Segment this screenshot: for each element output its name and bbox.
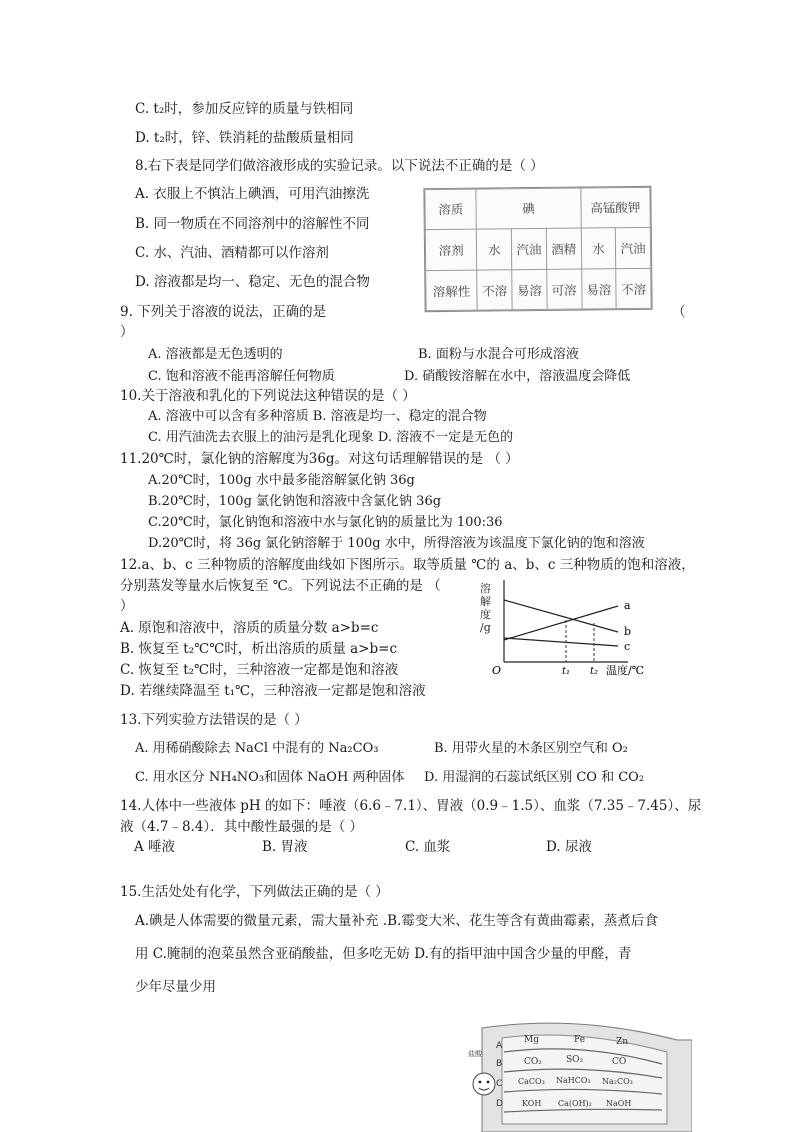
question-14: 14.人体中一些液体 pH 的如下：唾液（6.6﹣7.1）、胃液（0.9﹣1.5）、血浆（7.35﹣7.45）、尿 [120, 798, 702, 814]
q11-option-c: C.20℃时，氯化钠饱和溶液中水与氯化钠的质量比为 100:36 [148, 515, 503, 530]
q9-option-d: D. 硝酸铵溶解在水中，溶液温度会降低 [404, 369, 631, 384]
q8-option-d: D. 溶液都是均一、稳定、无色的混合物 [135, 274, 370, 290]
q14-option-c: C. 血浆 [405, 839, 451, 855]
chart-ylabel-4: /g [480, 621, 491, 634]
q8-option-a: A. 衣服上不慎沾上碘酒，可用汽油擦洗 [135, 186, 370, 202]
q13-option-a: A. 用稀硝酸除去 NaCl 中混有的 Na₂CO₃ [135, 741, 379, 756]
question-13: 13.下列实验方法错误的是（ ） [120, 712, 308, 728]
q15-line-1: A.碘是人体需要的微量元素，需大量补充 .B.霉变大米、花生等含有黄曲霉素，蒸煮后食 [135, 913, 658, 929]
pipe-item: Mg [524, 1035, 539, 1045]
pipe-reaction-diagram [462, 1022, 692, 1132]
q10-options-cd: C. 用汽油洗去衣服上的油污是乳化现象 D. 溶液不一定是无色的 [148, 430, 514, 445]
table-header-solute: 溶质 [425, 189, 477, 229]
q9-paren-close: ） [120, 324, 134, 340]
q8-option-b: B. 同一物质在不同溶剂中的溶解性不同 [135, 216, 370, 232]
q12-option-b: B. 恢复至 t₂℃℃时，析出溶质的质量 a>b=c [120, 641, 398, 657]
q12-option-a: A. 原饱和溶液中，溶质的质量分数 a>b=c [120, 620, 379, 636]
pipe-item: Fe [574, 1035, 586, 1045]
option-c-line: C. t₂时，参加反应锌的质量与铁相同 [135, 101, 354, 117]
series-line-a [504, 606, 618, 640]
pipe-item: KOH [522, 1099, 542, 1108]
chart-origin: O [492, 664, 502, 677]
table-solvent-label: 溶剂 [425, 229, 477, 271]
q15-line-3: 少年尽量少用 [135, 979, 216, 995]
question-9: 9. 下列关于溶液的说法，正确的是 [120, 304, 327, 320]
q15-line-2: 用 C.腌制的泡菜虽然含亚硝酸盐，但多吃无妨 D.有的指甲油中国含少量的甲醛，青 [135, 946, 632, 962]
pipe-item: Ca(OH)₂ [558, 1099, 592, 1108]
chart-ylabel-1: 溶 [480, 582, 491, 595]
pipe-row-label-d: D [496, 1099, 503, 1109]
q13-option-c: C. 用水区分 NH₄NO₃和固体 NaOH 两种固体 [135, 770, 405, 785]
q11-option-d: D.20℃时，将 36g 氯化钠溶解于 100g 水中，所得溶液为该温度下氯化钠的饱和溶液 [148, 536, 645, 551]
q9-paren-open: （ [672, 304, 686, 320]
question-15: 15.生活处处有化学，下列做法正确的是（ ） [120, 884, 389, 900]
q13-option-d: D. 用湿润的石蕊试纸区别 CO 和 CO₂ [424, 770, 645, 785]
chart-xlabel: 温度/℃ [606, 664, 645, 677]
pipe-side-label: 盐酸 [468, 1050, 482, 1058]
option-d-line: D. t₂时，锌、铁消耗的盐酸质量相同 [135, 130, 354, 146]
question-8: 8.右下表是同学们做溶液形成的实验记录。以下说法不正确的是（ ） [135, 158, 544, 174]
question-14-cont: 液（4.7﹣8.4）．其中酸性最强的是（ ） [120, 819, 363, 835]
q11-option-b: B.20℃时，100g 氯化钠饱和溶液中含氯化钠 36g [148, 494, 442, 509]
q12-option-d: D. 若继续降温至 t₁℃，三种溶液一定都是饱和溶液 [120, 683, 426, 699]
q8-option-c: C. 水、汽油、酒精都可以作溶剂 [135, 245, 329, 261]
question-12-cont: 分别蒸发等量水后恢复至 ℃。下列说法不正确的是 （ [120, 578, 441, 594]
table-header-iodine: 碘 [476, 188, 581, 229]
question-11: 11.20℃时，氯化钠的溶解度为36g。对这句话理解错误的是 （ ） [120, 451, 519, 467]
pipe-row-label-c: C [496, 1079, 503, 1089]
table-cell: 易溶 [512, 269, 547, 309]
pipe-item: Na₂CO₃ [602, 1077, 633, 1086]
q13-option-b: B. 用带火星的木条区别空气和 O₂ [434, 741, 628, 756]
table-cell: 水 [581, 228, 616, 269]
series-label-a: a [624, 599, 631, 612]
pipe-item: CaCO₃ [518, 1077, 545, 1086]
table-header-kmno4: 高锰酸钾 [580, 187, 650, 228]
pipe-row-label-b: B [496, 1059, 503, 1069]
table-cell: 可溶 [547, 269, 582, 309]
series-label-c: c [624, 640, 631, 653]
q11-option-a: A.20℃时，100g 水中最多能溶解氯化钠 36g [148, 473, 415, 488]
pipe-row-label-a: A [496, 1041, 503, 1051]
q9-option-c: C. 饱和溶液不能再溶解任何物质 [148, 369, 335, 384]
pipe-item: CO₂ [524, 1057, 542, 1067]
table-cell: 水 [477, 229, 512, 270]
pipe-item: NaHCO₃ [556, 1076, 591, 1085]
q9-option-b: B. 面粉与水混合可形成溶液 [418, 347, 579, 362]
q9-option-a: A. 溶液都是无色透明的 [148, 347, 283, 362]
pipe-item: SO₂ [566, 1055, 584, 1065]
q14-option-b: B. 胃液 [262, 839, 308, 855]
q10-options-ab: A. 溶液中可以含有多种溶质 B. 溶液是均一、稳定的混合物 [148, 409, 487, 424]
question-10: 10.关于溶液和乳化的下列说法这种错误的是（ ） [120, 388, 416, 404]
table-cell: 不溶 [477, 270, 512, 310]
solubility-curve-chart [478, 578, 664, 682]
table-cell: 汽油 [616, 227, 651, 268]
question-12: 12.a、b、c 三种物质的溶解度曲线如下图所示。取等质量 ℃的 a、b、c 三种物质的饱和溶液， [120, 557, 695, 573]
series-line-b [504, 600, 618, 632]
table-cell: 酒精 [546, 228, 581, 269]
pipe-item: NaOH [606, 1099, 632, 1108]
cartoon-face-icon [473, 1073, 495, 1095]
q12-option-c: C. 恢复至 t₂℃时，三种溶液一定都是饱和溶液 [120, 662, 399, 678]
series-line-c [504, 638, 618, 646]
table-cell: 易溶 [581, 269, 616, 309]
chart-tick-t2: t₂ [590, 666, 599, 677]
chart-tick-t1: t₁ [562, 666, 571, 677]
q12-paren-close: ） [120, 598, 134, 614]
table-cell: 不溶 [616, 268, 651, 308]
pipe-item: CO [612, 1057, 627, 1067]
series-label-b: b [624, 625, 632, 638]
solution-experiment-table [423, 186, 652, 312]
q14-option-a: A 唾液 [134, 839, 176, 855]
pipe-item: Zn [616, 1037, 629, 1047]
chart-ylabel-2: 解 [480, 595, 491, 608]
table-cell: 汽油 [511, 228, 546, 269]
chart-ylabel-3: 度 [480, 608, 491, 621]
q14-option-d: D. 尿液 [546, 839, 592, 855]
table-solubility-label: 溶解性 [426, 270, 478, 310]
